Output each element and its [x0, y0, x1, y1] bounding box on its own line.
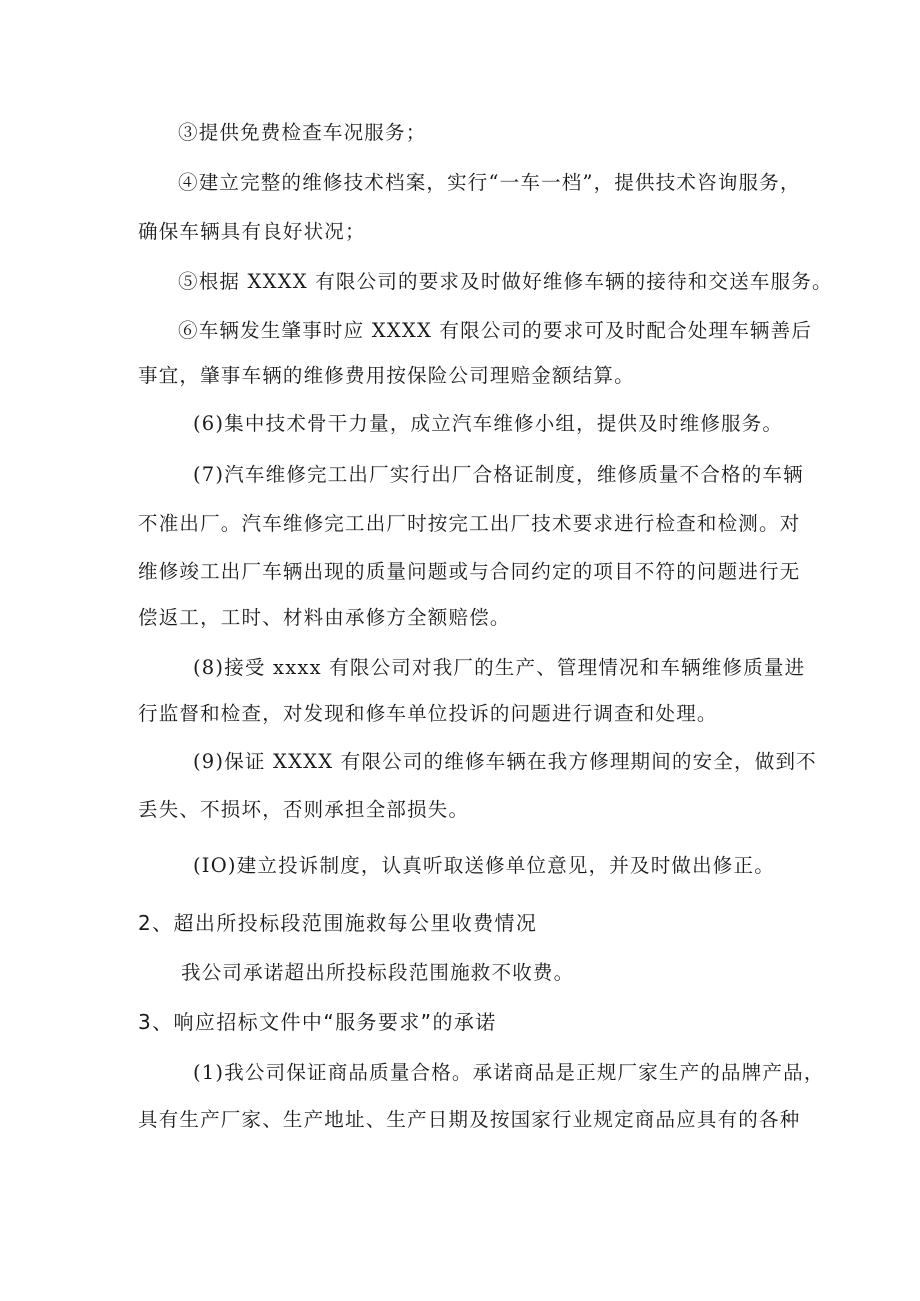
text-line: (1)我公司保证商品质量合格。承诺商品是正规厂家生产的品牌产品， [193, 1061, 825, 1084]
text-line: ④建立完整的维修技术档案，实行“一车一档”，提供技术咨询服务， [178, 171, 801, 194]
text-line: ③提供免费检查车况服务； [178, 121, 427, 144]
text-line: (6)集中技术骨干力量，成立汽车维修小组，提供及时维修服务。 [193, 412, 784, 435]
text-line: ⑥车辆发生肇事时应 XXXX 有限公司的要求可及时配合处理车辆善后 [178, 319, 813, 342]
text-line: (9)保证 XXXX 有限公司的维修车辆在我方修理期间的安全，做到不 [193, 750, 817, 773]
text-line: ⑤根据 XXXX 有限公司的要求及时做好维修车辆的接待和交送车服务。 [178, 270, 833, 293]
text-line: 丢失、不损坏，否则承担全部损失。 [138, 798, 470, 821]
text-line: 偿返工，工时、材料由承修方全额赔偿。 [138, 606, 511, 629]
text-line: 我公司承诺超出所投标段范围施救不收费。 [181, 961, 575, 984]
text-line: 具有生产厂家、生产地址、生产日期及按国家行业规定商品应具有的各种 [138, 1108, 801, 1131]
section-heading: 3、响应招标文件中“服务要求”的承诺 [138, 1010, 497, 1034]
section-heading: 2、超出所投标段范围施救每公里收费情况 [138, 911, 538, 935]
text-line: 行监督和检查，对发现和修车单位投诉的问题进行调查和处理。 [138, 702, 718, 725]
text-line: (IO)建立投诉制度，认真听取送修单位意见，并及时做出修正。 [193, 854, 775, 877]
text-line: 事宜，肇事车辆的维修费用按保险公司理赔金额结算。 [138, 364, 635, 387]
text-line: (8)接受 xxxx 有限公司对我厂的生产、管理情况和车辆维修质量进 [193, 656, 806, 679]
text-line: 确保车辆具有良好状况； [138, 220, 366, 243]
text-line: (7)汽车维修完工出厂实行出厂合格证制度，维修质量不合格的车辆 [193, 463, 804, 486]
text-line: 不准出厂。汽车维修完工出厂时按完工出厂技术要求进行检查和检测。对 [138, 512, 801, 535]
text-line: 维修竣工出厂车辆出现的质量问题或与合同约定的项目不符的问题进行无 [138, 560, 801, 583]
